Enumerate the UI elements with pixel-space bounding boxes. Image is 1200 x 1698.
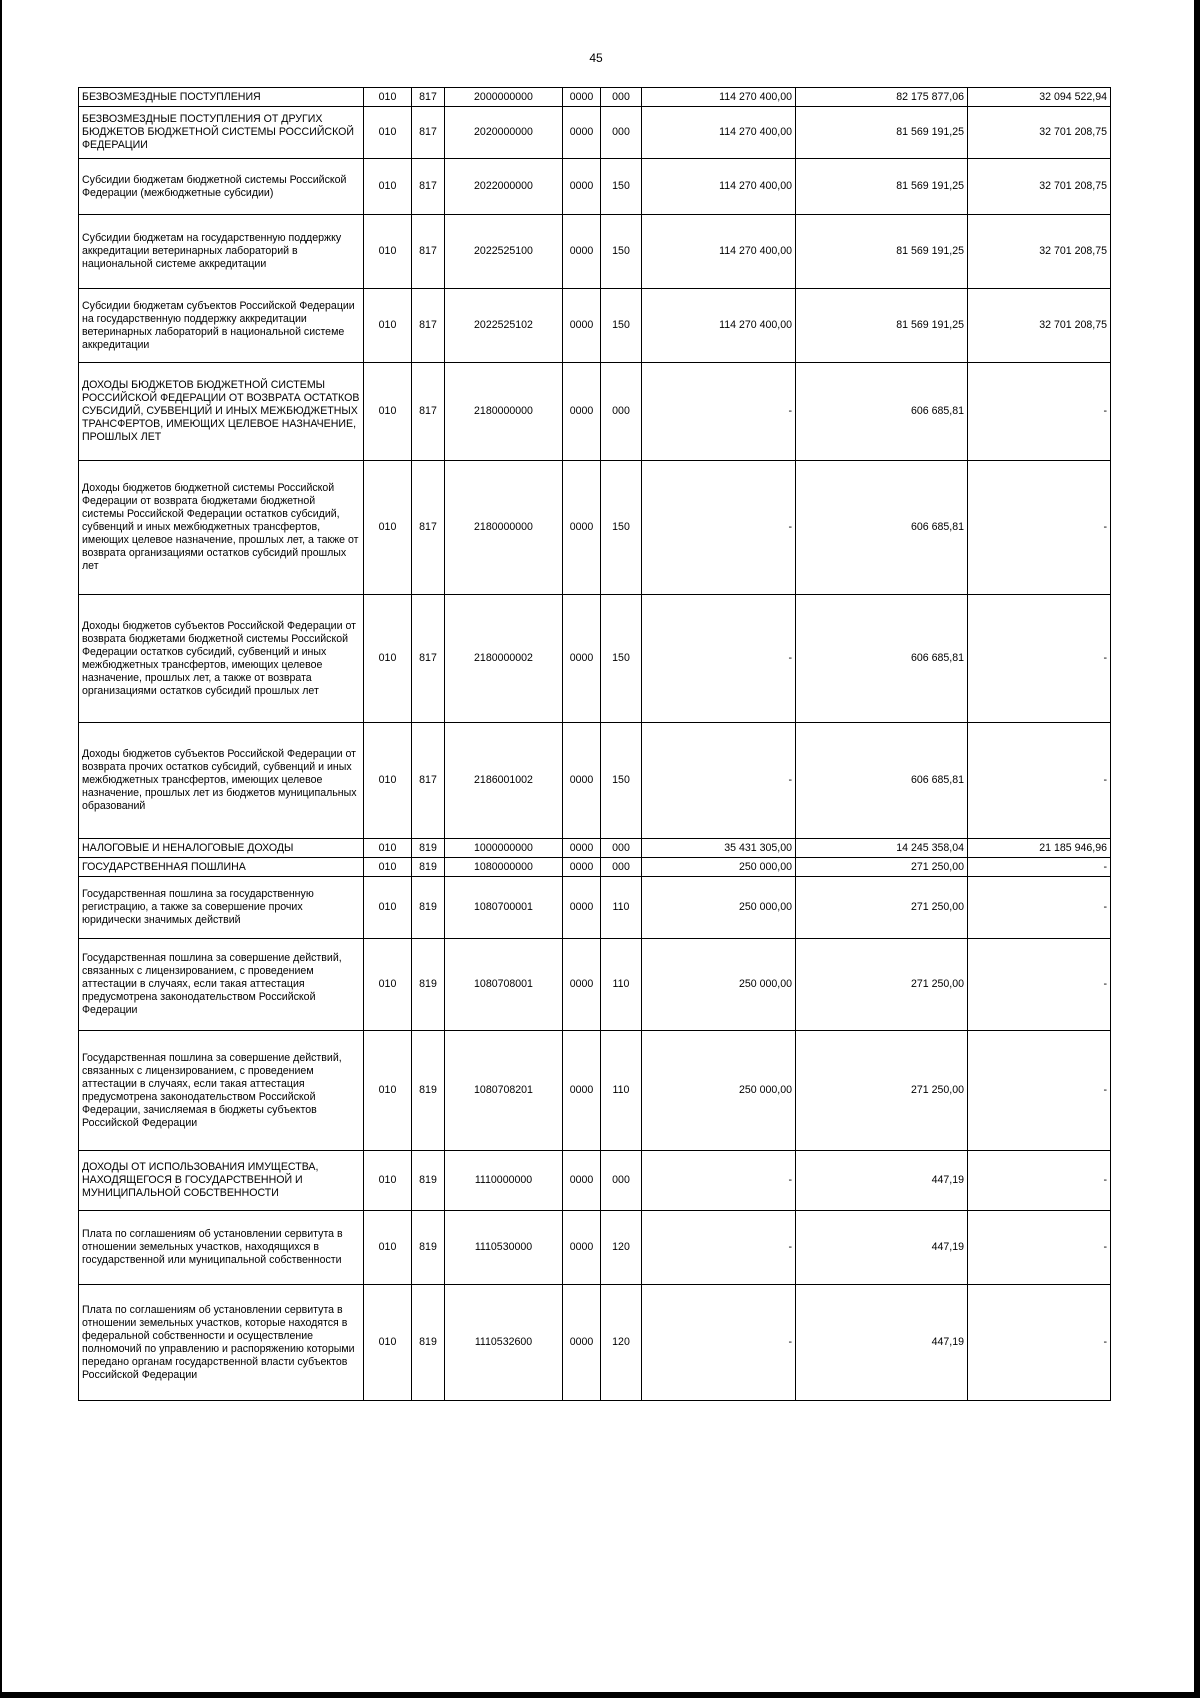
row-code-4: 0000 bbox=[563, 939, 601, 1031]
row-value-2: 14 245 358,04 bbox=[796, 839, 968, 858]
row-code-4: 0000 bbox=[563, 107, 601, 159]
row-value-1: 250 000,00 bbox=[642, 858, 796, 877]
row-code-1: 010 bbox=[364, 1151, 412, 1211]
row-value-1: 114 270 400,00 bbox=[642, 289, 796, 363]
row-code-1: 010 bbox=[364, 1285, 412, 1401]
row-code-1: 010 bbox=[364, 159, 412, 215]
row-code-5: 000 bbox=[601, 88, 642, 107]
row-value-3: 32 701 208,75 bbox=[968, 289, 1111, 363]
row-name: Плата по соглашениям об установлении сервитута в отношении земельных участков, которые находятся в федеральной собственности и осуществление полномочий по управлению и распоряжению которыми передано органам государственной власти субъектов Российской Федерации bbox=[79, 1285, 364, 1401]
row-code-5: 150 bbox=[601, 289, 642, 363]
row-value-2: 447,19 bbox=[796, 1211, 968, 1285]
row-code-4: 0000 bbox=[563, 1031, 601, 1151]
table-row bbox=[79, 88, 1111, 107]
row-code-1: 010 bbox=[364, 1211, 412, 1285]
row-value-2: 81 569 191,25 bbox=[796, 159, 968, 215]
row-value-1: - bbox=[642, 723, 796, 839]
row-value-2: 447,19 bbox=[796, 1151, 968, 1211]
row-code-3: 1110532600 bbox=[445, 1285, 563, 1401]
row-value-2: 606 685,81 bbox=[796, 461, 968, 595]
row-code-3: 2186001002 bbox=[445, 723, 563, 839]
row-code-3: 1080000000 bbox=[445, 858, 563, 877]
row-value-3: - bbox=[968, 723, 1111, 839]
row-value-2: 82 175 877,06 bbox=[796, 88, 968, 107]
row-value-3: 32 701 208,75 bbox=[968, 159, 1111, 215]
row-code-1: 010 bbox=[364, 723, 412, 839]
row-value-3: - bbox=[968, 1211, 1111, 1285]
row-code-5: 000 bbox=[601, 1151, 642, 1211]
row-code-2: 817 bbox=[412, 595, 445, 723]
table-row bbox=[79, 839, 1111, 858]
row-code-2: 817 bbox=[412, 363, 445, 461]
row-code-5: 150 bbox=[601, 595, 642, 723]
table-row bbox=[79, 215, 1111, 289]
table-body bbox=[79, 88, 1111, 1401]
row-name: Доходы бюджетов субъектов Российской Федерации от возврата бюджетами бюджетной системы Российской Федерации остатков субсидий, субвенций и иных межбюджетных трансфертов, имеющих целевое назначение, прошлых лет, а также от возврата организациями остатков субсидий прошлых лет bbox=[79, 595, 364, 723]
row-code-5: 150 bbox=[601, 461, 642, 595]
row-code-5: 000 bbox=[601, 363, 642, 461]
row-value-1: 114 270 400,00 bbox=[642, 88, 796, 107]
table-row bbox=[79, 939, 1111, 1031]
row-code-4: 0000 bbox=[563, 1285, 601, 1401]
row-code-4: 0000 bbox=[563, 723, 601, 839]
row-code-3: 2180000000 bbox=[445, 461, 563, 595]
row-code-2: 817 bbox=[412, 215, 445, 289]
row-value-3: - bbox=[968, 939, 1111, 1031]
row-value-1: 250 000,00 bbox=[642, 877, 796, 939]
row-code-1: 010 bbox=[364, 939, 412, 1031]
row-value-2: 271 250,00 bbox=[796, 939, 968, 1031]
row-code-2: 817 bbox=[412, 289, 445, 363]
row-code-3: 2000000000 bbox=[445, 88, 563, 107]
row-code-1: 010 bbox=[364, 363, 412, 461]
row-code-2: 819 bbox=[412, 1031, 445, 1151]
row-code-5: 110 bbox=[601, 877, 642, 939]
table-row bbox=[79, 723, 1111, 839]
row-value-3: - bbox=[968, 858, 1111, 877]
row-code-1: 010 bbox=[364, 839, 412, 858]
row-name: Субсидии бюджетам бюджетной системы Российской Федерации (межбюджетные субсидии) bbox=[79, 159, 364, 215]
row-value-1: - bbox=[642, 1285, 796, 1401]
row-value-1: - bbox=[642, 461, 796, 595]
row-code-1: 010 bbox=[364, 595, 412, 723]
row-value-2: 271 250,00 bbox=[796, 858, 968, 877]
row-code-3: 1110000000 bbox=[445, 1151, 563, 1211]
row-value-1: 114 270 400,00 bbox=[642, 159, 796, 215]
row-code-4: 0000 bbox=[563, 289, 601, 363]
row-code-2: 817 bbox=[412, 88, 445, 107]
row-value-3: 21 185 946,96 bbox=[968, 839, 1111, 858]
row-value-1: - bbox=[642, 595, 796, 723]
row-code-2: 817 bbox=[412, 107, 445, 159]
row-code-5: 150 bbox=[601, 215, 642, 289]
row-value-1: 250 000,00 bbox=[642, 1031, 796, 1151]
row-code-3: 1080708001 bbox=[445, 939, 563, 1031]
table-row bbox=[79, 1211, 1111, 1285]
row-value-2: 81 569 191,25 bbox=[796, 215, 968, 289]
row-code-1: 010 bbox=[364, 877, 412, 939]
row-code-1: 010 bbox=[364, 289, 412, 363]
row-code-4: 0000 bbox=[563, 88, 601, 107]
row-code-4: 0000 bbox=[563, 839, 601, 858]
table-row bbox=[79, 1151, 1111, 1211]
row-value-1: - bbox=[642, 1211, 796, 1285]
row-code-5: 150 bbox=[601, 723, 642, 839]
row-value-2: 271 250,00 bbox=[796, 1031, 968, 1151]
row-code-2: 819 bbox=[412, 839, 445, 858]
row-value-2: 606 685,81 bbox=[796, 363, 968, 461]
row-code-3: 1000000000 bbox=[445, 839, 563, 858]
row-value-3: - bbox=[968, 363, 1111, 461]
row-name: БЕЗВОЗМЕЗДНЫЕ ПОСТУПЛЕНИЯ ОТ ДРУГИХ БЮДЖЕТОВ БЮДЖЕТНОЙ СИСТЕМЫ РОССИЙСКОЙ ФЕДЕРАЦИИ bbox=[79, 107, 364, 159]
row-code-1: 010 bbox=[364, 215, 412, 289]
table-row bbox=[79, 858, 1111, 877]
row-value-2: 81 569 191,25 bbox=[796, 289, 968, 363]
table-row bbox=[79, 107, 1111, 159]
row-name: ДОХОДЫ ОТ ИСПОЛЬЗОВАНИЯ ИМУЩЕСТВА, НАХОДЯЩЕГОСЯ В ГОСУДАРСТВЕННОЙ И МУНИЦИПАЛЬНОЙ СОБСТВЕННОСТИ bbox=[79, 1151, 364, 1211]
row-value-1: - bbox=[642, 1151, 796, 1211]
budget-revenue-table bbox=[78, 87, 1111, 1401]
row-code-4: 0000 bbox=[563, 877, 601, 939]
row-code-1: 010 bbox=[364, 461, 412, 595]
table-row bbox=[79, 363, 1111, 461]
row-value-2: 271 250,00 bbox=[796, 877, 968, 939]
row-name: Государственная пошлина за государственную регистрацию, а также за совершение прочих юридически значимых действий bbox=[79, 877, 364, 939]
row-code-2: 817 bbox=[412, 159, 445, 215]
row-value-3: - bbox=[968, 1151, 1111, 1211]
row-value-3: - bbox=[968, 1031, 1111, 1151]
row-code-4: 0000 bbox=[563, 215, 601, 289]
row-value-3: - bbox=[968, 877, 1111, 939]
row-code-4: 0000 bbox=[563, 363, 601, 461]
row-code-2: 819 bbox=[412, 1285, 445, 1401]
row-name: Доходы бюджетов субъектов Российской Федерации от возврата прочих остатков субсидий, субвенций и иных межбюджетных трансфертов, имеющих целевое назначение, прошлых лет из бюджетов муниципальных образований bbox=[79, 723, 364, 839]
row-name: НАЛОГОВЫЕ И НЕНАЛОГОВЫЕ ДОХОДЫ bbox=[79, 839, 364, 858]
row-name: Субсидии бюджетам на государственную поддержку аккредитации ветеринарных лабораторий в национальной системе аккредитации bbox=[79, 215, 364, 289]
row-code-5: 120 bbox=[601, 1285, 642, 1401]
row-name: БЕЗВОЗМЕЗДНЫЕ ПОСТУПЛЕНИЯ bbox=[79, 88, 364, 107]
row-name: Субсидии бюджетам субъектов Российской Федерации на государственную поддержку аккредитации ветеринарных лабораторий в национальной системе аккредитации bbox=[79, 289, 364, 363]
row-code-3: 1110530000 bbox=[445, 1211, 563, 1285]
row-code-2: 819 bbox=[412, 858, 445, 877]
row-code-1: 010 bbox=[364, 1031, 412, 1151]
table-row bbox=[79, 1285, 1111, 1401]
table-row bbox=[79, 1031, 1111, 1151]
table-row bbox=[79, 289, 1111, 363]
row-code-1: 010 bbox=[364, 858, 412, 877]
row-code-2: 819 bbox=[412, 1211, 445, 1285]
row-value-2: 606 685,81 bbox=[796, 595, 968, 723]
row-code-3: 2022525100 bbox=[445, 215, 563, 289]
row-code-3: 2022525102 bbox=[445, 289, 563, 363]
row-value-3: 32 094 522,94 bbox=[968, 88, 1111, 107]
row-code-1: 010 bbox=[364, 88, 412, 107]
row-code-3: 1080700001 bbox=[445, 877, 563, 939]
table-row bbox=[79, 159, 1111, 215]
row-code-3: 1080708201 bbox=[445, 1031, 563, 1151]
row-code-4: 0000 bbox=[563, 1211, 601, 1285]
row-value-3: - bbox=[968, 595, 1111, 723]
table-row bbox=[79, 877, 1111, 939]
row-code-5: 110 bbox=[601, 1031, 642, 1151]
row-code-2: 819 bbox=[412, 1151, 445, 1211]
row-name: ГОСУДАРСТВЕННАЯ ПОШЛИНА bbox=[79, 858, 364, 877]
row-name: Государственная пошлина за совершение действий, связанных с лицензированием, с проведением аттестации в случаях, если такая аттестация предусмотрена законодательством Российской Федерации bbox=[79, 939, 364, 1031]
row-code-5: 000 bbox=[601, 107, 642, 159]
row-code-5: 000 bbox=[601, 839, 642, 858]
row-value-1: 114 270 400,00 bbox=[642, 107, 796, 159]
row-value-1: 114 270 400,00 bbox=[642, 215, 796, 289]
row-code-3: 2180000002 bbox=[445, 595, 563, 723]
table-row bbox=[79, 595, 1111, 723]
table-row bbox=[79, 461, 1111, 595]
row-value-1: 35 431 305,00 bbox=[642, 839, 796, 858]
row-code-4: 0000 bbox=[563, 461, 601, 595]
row-name: Государственная пошлина за совершение действий, связанных с лицензированием, с проведением аттестации в случаях, если такая аттестация предусмотрена законодательством Российской Федерации, зачисляемая в бюджеты субъектов Российской Федерации bbox=[79, 1031, 364, 1151]
row-name: Плата по соглашениям об установлении сервитута в отношении земельных участков, находящихся в государственной или муниципальной собственности bbox=[79, 1211, 364, 1285]
row-value-3: - bbox=[968, 461, 1111, 595]
row-code-4: 0000 bbox=[563, 858, 601, 877]
row-value-2: 606 685,81 bbox=[796, 723, 968, 839]
row-code-5: 000 bbox=[601, 858, 642, 877]
row-code-5: 120 bbox=[601, 1211, 642, 1285]
row-code-4: 0000 bbox=[563, 595, 601, 723]
row-code-2: 817 bbox=[412, 723, 445, 839]
row-value-3: 32 701 208,75 bbox=[968, 215, 1111, 289]
page-number: 45 bbox=[589, 51, 603, 65]
row-value-3: - bbox=[968, 1285, 1111, 1401]
row-code-3: 2020000000 bbox=[445, 107, 563, 159]
row-value-3: 32 701 208,75 bbox=[968, 107, 1111, 159]
row-code-4: 0000 bbox=[563, 159, 601, 215]
row-value-1: 250 000,00 bbox=[642, 939, 796, 1031]
row-code-5: 150 bbox=[601, 159, 642, 215]
row-code-4: 0000 bbox=[563, 1151, 601, 1211]
row-value-2: 447,19 bbox=[796, 1285, 968, 1401]
row-code-2: 819 bbox=[412, 877, 445, 939]
row-value-2: 81 569 191,25 bbox=[796, 107, 968, 159]
row-code-3: 2180000000 bbox=[445, 363, 563, 461]
row-value-1: - bbox=[642, 363, 796, 461]
row-name: Доходы бюджетов бюджетной системы Российской Федерации от возврата бюджетами бюджетной системы Российской Федерации остатков субсидий, субвенций и иных межбюджетных трансфертов, имеющих целевое назначение, прошлых лет, а также от возврата организациями остатков субсидий прошлых лет bbox=[79, 461, 364, 595]
row-code-3: 2022000000 bbox=[445, 159, 563, 215]
row-code-2: 817 bbox=[412, 461, 445, 595]
row-code-5: 110 bbox=[601, 939, 642, 1031]
row-code-1: 010 bbox=[364, 107, 412, 159]
row-name: ДОХОДЫ БЮДЖЕТОВ БЮДЖЕТНОЙ СИСТЕМЫ РОССИЙСКОЙ ФЕДЕРАЦИИ ОТ ВОЗВРАТА ОСТАТКОВ СУБСИДИЙ, СУБВЕНЦИЙ И ИНЫХ МЕЖБЮДЖЕТНЫХ ТРАНСФЕРТОВ, ИМЕЮЩИХ ЦЕЛЕВОЕ НАЗНАЧЕНИЕ, ПРОШЛЫХ ЛЕТ bbox=[79, 363, 364, 461]
row-code-2: 819 bbox=[412, 939, 445, 1031]
